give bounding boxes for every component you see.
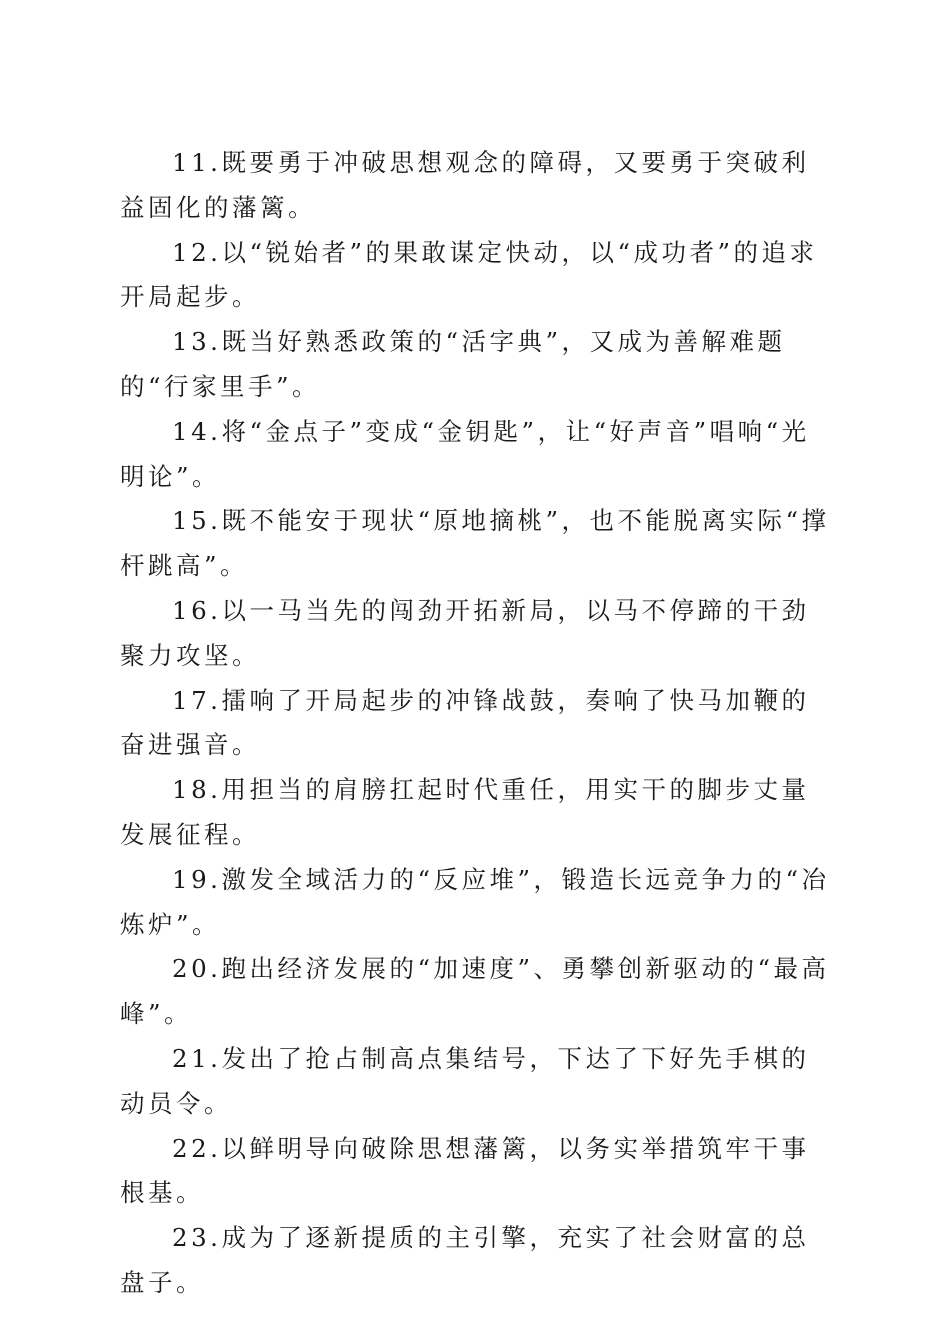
paragraph-13: 13.既当好熟悉政策的“活字典”，又成为善解难题的“行家里手”。	[120, 327, 786, 401]
paragraph-14: 14.将“金点子”变成“金钥匙”，让“好声音”唱响“光明论”。	[120, 416, 810, 491]
paragraph-19: 19.激发全域活力的“反应堆”，锻造长远竞争力的“冶炼炉”。	[120, 864, 830, 939]
paragraph-23: 23.成为了逐新提质的主引擎，充实了社会财富的总盘子。	[120, 1223, 810, 1297]
paragraph-18: 18.用担当的肩膀扛起时代重任，用实干的脚步丈量发展征程。	[120, 775, 810, 849]
paragraph-12: 12.以“锐始者”的果敢谋定快动，以“成功者”的追求开局起步。	[120, 237, 818, 312]
paragraph-22: 22.以鲜明导向破除思想藩篱，以务实举措筑牢干事根基。	[120, 1133, 810, 1208]
paragraph-21: 21.发出了抢占制高点集结号，下达了下好先手棋的动员令。	[120, 1043, 810, 1118]
paragraph-16: 16.以一马当先的闯劲开拓新局，以马不停蹄的干劲聚力攻坚。	[120, 595, 810, 670]
document-body	[120, 141, 832, 1306]
paragraph-11: 11.既要勇于冲破思想观念的障碍，又要勇于突破利益固化的藩篱。	[120, 148, 810, 222]
paragraph-17: 17.擂响了开局起步的冲锋战鼓，奏响了快马加鞭的奋进强音。	[120, 685, 810, 760]
paragraph-15: 15.既不能安于现状“原地摘桃”，也不能脱离实际“撑杆跳高”。	[120, 506, 830, 581]
paragraph-20: 20.跑出经济发展的“加速度”、勇攀创新驱动的“最高峰”。	[120, 954, 830, 1029]
